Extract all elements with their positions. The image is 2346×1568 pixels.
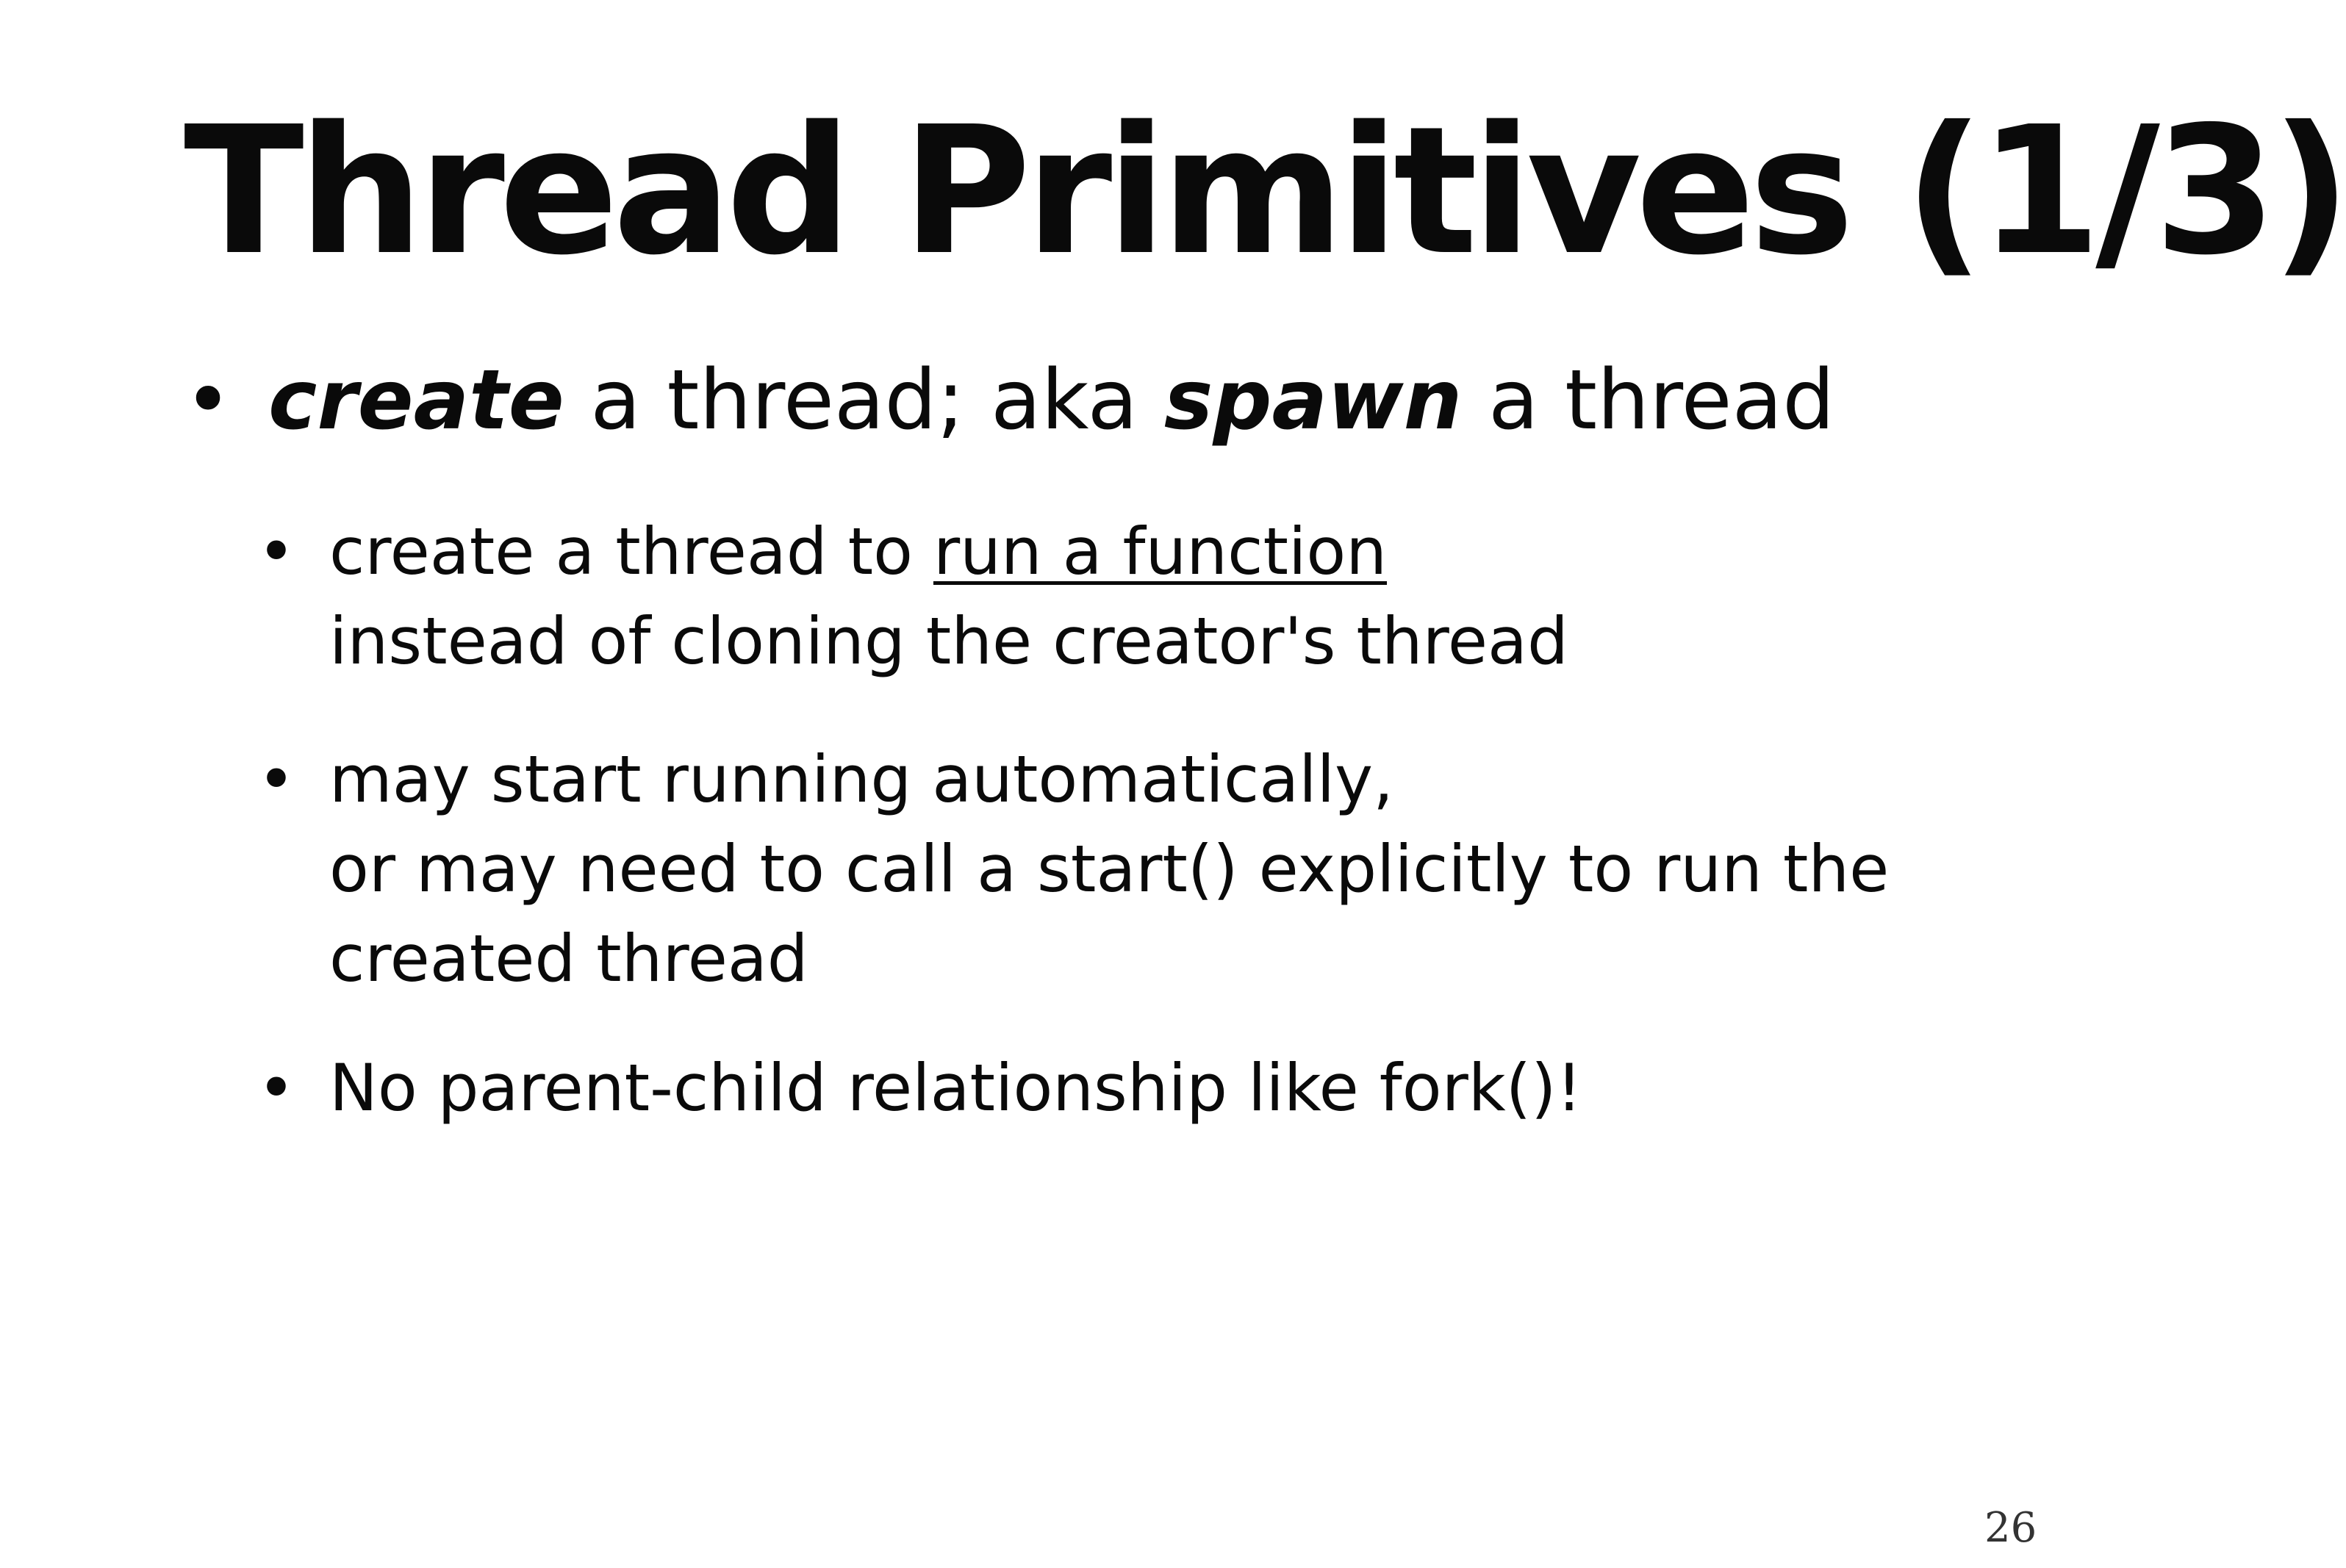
bullet-dot: • (184, 353, 233, 448)
sub-bullet-3-lines (329, 1043, 1582, 1133)
sub-bullet-1-line-1 (329, 507, 1568, 597)
sub-bullet-1-prefix: create a thread to (329, 514, 933, 589)
sub-bullet-2-lines (329, 735, 1889, 1004)
sub-bullet-2-line-1: may start running automatically, (329, 741, 1394, 817)
sub-bullet-2-line-2: or may need to call a start() explicitly to run the (329, 831, 1890, 907)
sub-bullet-1-lines (329, 507, 1568, 686)
term-spawn: spawn (1163, 353, 1463, 448)
bullet-dot: • (257, 741, 295, 817)
main-bullet-text (268, 349, 1834, 452)
bullet-dot: • (257, 1050, 295, 1126)
main-bullet-text-1: a thread; aka (564, 353, 1164, 448)
main-bullet-text-2: a thread (1462, 353, 1835, 448)
slide-title: Thread Primitives (1/3) (184, 88, 2346, 294)
sub-bullet-3-line-1: No parent-child relationship like fork()! (329, 1050, 1582, 1126)
term-create: create (268, 353, 564, 448)
underlined-run-a-function: run a function (933, 514, 1388, 589)
sub-bullet-2-line-3: created thread (329, 921, 808, 996)
sub-bullet-1-line-2: instead of cloning the creator's thread (329, 603, 1568, 679)
bullet-dot: • (257, 514, 295, 589)
page-number: 26 (1984, 1504, 2037, 1552)
